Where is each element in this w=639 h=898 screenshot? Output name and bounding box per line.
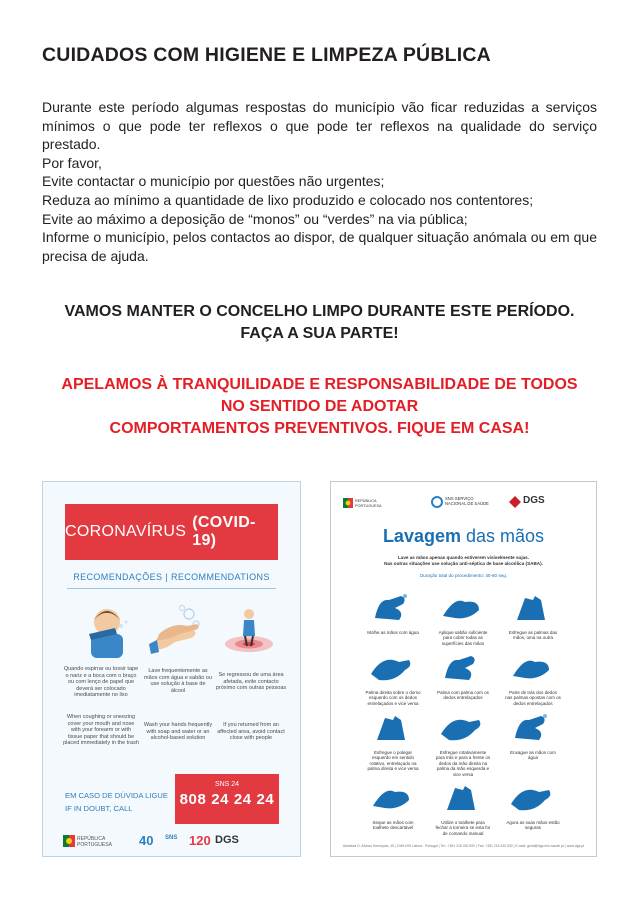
page-title: CUIDADOS COM HIGIENE E LIMPEZA PÚBLICA <box>42 44 491 66</box>
handwashing-step <box>365 780 421 831</box>
duration-text: Duração total do procedimento: 40-60 seg. <box>419 573 508 578</box>
slogan-line: VAMOS MANTER O CONCELHO LIMPO DURANTE ESTE PERÍODO. <box>64 303 575 320</box>
logo-40: 40 <box>139 833 154 848</box>
tip-text: Wash your hands frequently with soap and water or an alcohol-based solution <box>143 722 213 742</box>
step-caption: Enxague as mãos com água <box>510 750 556 761</box>
subtitle-line: Lave as mãos apenas quando estiverem visivelmente sujas. <box>398 555 529 560</box>
handwashing-poster <box>330 481 597 857</box>
covid-banner <box>65 504 278 560</box>
covid-poster-logos <box>43 829 300 856</box>
header-logo-dgs: DGS <box>523 495 545 506</box>
handwashing-footer: Alameda D. Afonso Henriques, 45 | 1049-005 Lisboa - Portugal | Tel.: +351 218 430 500 | Fax: +351 218 430 530 | E-mail: geral@dgs.min-saude.pt | www.dgs.pt <box>342 844 585 848</box>
handwashing-step <box>505 710 561 761</box>
handwashing-header <box>331 482 596 518</box>
tip-text: Lave frequentemente as mãos com água e sabão ou use solução à base de álcool <box>144 668 212 694</box>
subtitle-line: Nas outras situações use solução anti-séptica de base alcoólica (SABA). <box>384 561 543 566</box>
doubt-pt: EM CASO DE DÚVIDA LIGUE <box>65 791 168 800</box>
body-paragraph: Reduza ao mínimo a quantidade de lixo produzido e colocado nos contentores; <box>42 191 534 208</box>
step-caption: Molhe as mãos com água <box>367 630 419 635</box>
handwashing-step <box>505 590 561 641</box>
handwash-illustration <box>149 604 203 656</box>
hand-step-icon <box>365 590 417 624</box>
sns24-phone: 808 24 24 24 <box>179 791 275 808</box>
step-caption: Parte de trás dos dedos nas palmas opostas com os dedos entrelaçados <box>505 690 561 706</box>
slogan-line: FAÇA A SUA PARTE! <box>240 325 399 342</box>
title-bold: Lavagem <box>382 526 461 546</box>
body-paragraph: Informe o município, pelos contactos ao dispor, de qualquer situação anómala ou em que precisa de ajuda. <box>42 229 597 264</box>
step-caption: Esfregue rotativamente para trás e para a frente os dedos da mão direita na palma da mão esquerda e vice versa <box>435 750 491 777</box>
appeal-line: COMPORTAMENTOS PREVENTIVOS. FIQUE EM CASA! <box>109 420 530 437</box>
hand-step-icon <box>505 650 557 684</box>
sns-logo-icon <box>431 496 443 508</box>
step-caption: Esfregue as palmas das mãos, uma na outra <box>508 630 558 641</box>
handwashing-step <box>435 780 491 836</box>
handwashing-step <box>365 710 421 772</box>
hand-step-icon <box>435 710 487 744</box>
handwashing-step <box>435 590 491 646</box>
hand-step-icon <box>505 780 557 814</box>
body-text <box>42 98 597 265</box>
doubt-en: IF IN DOUBT, CALL <box>65 804 133 813</box>
republic-logo-text: REPÚBLICA PORTUGUESA <box>77 836 112 848</box>
logo-dgs: DGS <box>215 834 239 846</box>
hand-step-icon <box>505 710 557 744</box>
handwashing-subtitle <box>331 555 596 567</box>
dgs-logo-icon <box>509 496 521 508</box>
header-logo-republic: REPÚBLICA PORTUGUESA <box>355 499 382 508</box>
appeal <box>0 374 639 440</box>
handwashing-title <box>331 526 596 547</box>
hand-step-icon <box>365 650 417 684</box>
body-paragraph: Evite contactar o município por questões não urgentes; <box>42 173 385 190</box>
tip-text: If you returned from an affected area, avoid contact close with people <box>217 722 285 742</box>
step-caption: Palma direita sobre o dorso esquerdo com os dedos entrelaçados e vice versa <box>365 690 421 706</box>
step-caption: Agora as suas mãos estão seguras <box>506 820 560 831</box>
logo-sns: SNS <box>165 835 178 841</box>
step-caption: Seque as mãos com toalhete descartável <box>372 820 414 831</box>
body-paragraph: Evite ao máximo a deposição de “monos” ou “verdes” na via pública; <box>42 210 468 227</box>
body-paragraph: Durante este período algumas respostas do município vão ficar reduzidas a serviços mínimos o que pode ter reflexos o que pode ter reflexos na qualidade do serviço prestado. <box>42 99 597 153</box>
republic-logo-icon <box>63 835 75 847</box>
tip-text: When coughing or sneezing cover your mouth and nose with your forearm or with tissue paper that should be placed immediately in the trash <box>63 714 139 747</box>
handwashing-step <box>505 780 561 831</box>
logo-120: 120 <box>189 833 211 848</box>
hand-step-icon <box>435 590 487 624</box>
doubt-call-text <box>65 789 168 815</box>
title-rest: das mãos <box>466 526 545 546</box>
hand-step-icon <box>435 650 487 684</box>
sneeze-illustration <box>77 600 137 660</box>
step-caption: Aplique sabão suficiente para cobrir todas as superfícies das mãos <box>438 630 488 646</box>
hand-step-icon <box>365 780 417 814</box>
handwashing-step <box>505 650 561 706</box>
handwashing-step <box>435 710 491 777</box>
handwashing-step <box>435 650 491 701</box>
step-caption: Utilize o toalhete para fechar a torneira se esta for de comando manual <box>435 820 491 836</box>
hand-step-icon <box>505 590 557 624</box>
body-paragraph: Por favor, <box>42 154 102 171</box>
hand-step-icon <box>435 780 487 814</box>
handwashing-step <box>365 590 421 635</box>
republic-logo-icon <box>343 498 353 508</box>
appeal-line: NO SENTIDO DE ADOTAR <box>220 398 419 415</box>
step-caption: Esfregue o polegar esquerdo em sentido rotativo, entrelaçado na palma direita e vice versa <box>367 750 419 772</box>
step-caption: Palma com palma com os dedos entrelaçados <box>437 690 489 701</box>
banner-title: CORONAVÍRUS <box>65 523 187 540</box>
sns24-label: SNS 24 <box>214 781 240 788</box>
sns24-box <box>175 774 279 824</box>
affected-area-illustration <box>221 602 277 658</box>
tip-text: Se regressou de uma área afetada, evite contacto próximo com outras pessoas <box>215 672 287 692</box>
covid-poster <box>42 481 301 857</box>
handwashing-step <box>365 650 421 706</box>
recommendations-heading: RECOMENDAÇÕES | RECOMMENDATIONS <box>73 572 270 582</box>
hand-step-icon <box>365 710 417 744</box>
header-logo-sns: SNS SERVIÇO NACIONAL DE SAÚDE <box>445 496 489 506</box>
slogan <box>0 301 639 345</box>
appeal-line: APELAMOS À TRANQUILIDADE E RESPONSABILIDADE DE TODOS <box>61 376 578 393</box>
divider <box>67 588 276 589</box>
tip-text: Quando espirrar ou tossir tape o nariz e a boca com o braço ou com lenço de papel que deverá ser colocado imediatamente no lixo <box>63 666 139 699</box>
banner-tag: (COVID-19) <box>192 514 256 549</box>
